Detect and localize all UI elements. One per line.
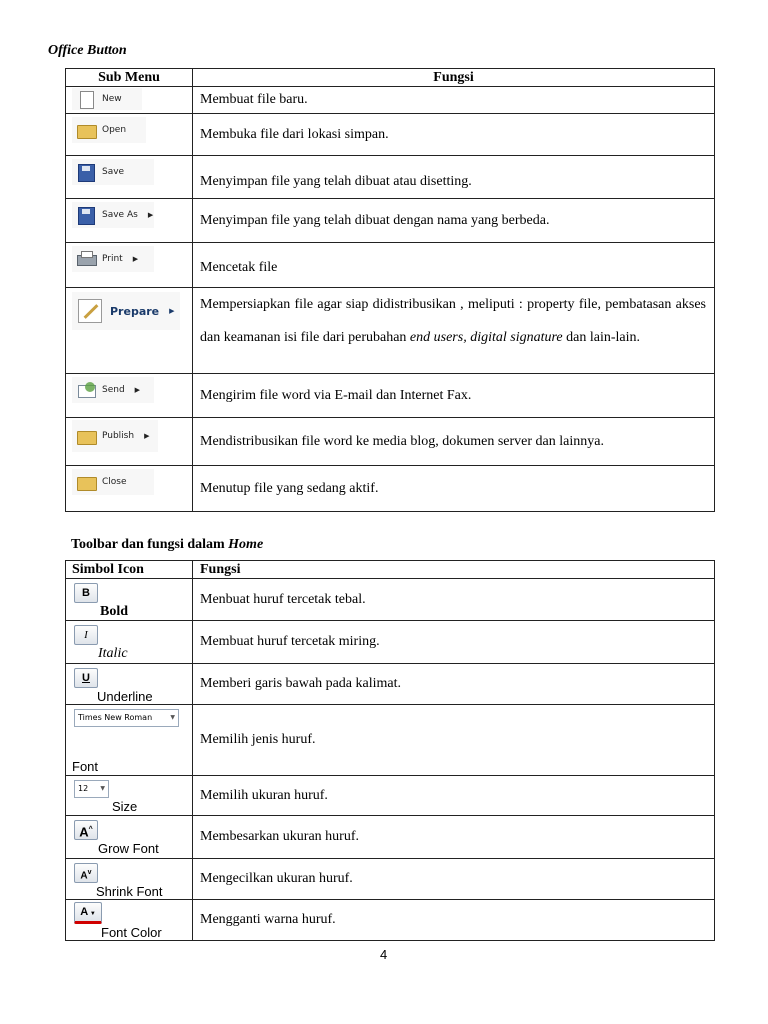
- table-header-row: [66, 561, 715, 579]
- new-menu-item: New: [72, 88, 142, 110]
- bold-icon: B: [74, 583, 98, 603]
- row-description: Mendistribusikan file word ke media blog, dokumen server dan lainnya.: [193, 418, 715, 466]
- office-button-table: [65, 68, 715, 512]
- font-color-label: Font Color: [101, 925, 162, 940]
- publish-menu-item: Publish ▶: [72, 420, 158, 452]
- table-row: [66, 705, 715, 776]
- send-menu-item: Send ▶: [72, 377, 154, 403]
- row-description: Menyimpan file yang telah dibuat dengan nama yang berbeda.: [193, 199, 715, 243]
- row-description: Mengecilkan ukuran huruf.: [193, 859, 715, 900]
- row-description: Memberi garis bawah pada kalimat.: [193, 664, 715, 705]
- italic-icon: I: [74, 625, 98, 645]
- save-menu-item: Save: [72, 159, 154, 185]
- row-description: Menyimpan file yang telah dibuat atau disetting.: [193, 156, 715, 199]
- shrink-font-icon: $A^v$: [74, 863, 98, 883]
- table-row: [66, 466, 715, 512]
- bold-label: Bold: [100, 604, 129, 619]
- font-size-combo-icon: 12 ▼: [74, 780, 109, 798]
- size-label: Size: [112, 799, 138, 814]
- table-row: [66, 114, 715, 156]
- save-as-menu-item: Save As ▶: [72, 202, 154, 228]
- header-fungsi: Fungsi: [193, 561, 715, 579]
- toolbar-home-heading: Toolbar dan fungsi dalam Home: [71, 537, 264, 552]
- header-simbol-icon: Simbol Icon: [66, 561, 193, 579]
- send-envelope-icon: [76, 381, 96, 399]
- submenu-arrow-icon: ▶: [132, 255, 139, 263]
- table-row: [66, 900, 715, 941]
- row-description: Membuka file dari lokasi simpan.: [193, 114, 715, 156]
- table-row: [66, 87, 715, 114]
- page-number: 4: [380, 947, 388, 962]
- open-folder-icon: [76, 121, 96, 139]
- open-menu-item: Open: [72, 117, 146, 143]
- row-description: Membesarkan ukuran huruf.: [193, 816, 715, 859]
- prepare-pen-icon: [76, 297, 104, 325]
- row-description: Mempersiapkan file agar siap didistribusikan , meliputi : property file, pembatasan akses dan keamanan isi file dari perubahan end users, digital signature dan lain-lain.: [193, 288, 715, 374]
- row-description: Membuat huruf tercetak miring.: [193, 621, 715, 664]
- table-header-row: [66, 69, 715, 87]
- save-as-icon: [76, 206, 96, 224]
- grow-font-label: Grow Font: [98, 841, 159, 856]
- table-row: [66, 418, 715, 466]
- table-row: [66, 816, 715, 859]
- row-description: Memilih ukuran huruf.: [193, 776, 715, 816]
- font-label: Font: [72, 759, 99, 774]
- header-fungsi: Fungsi: [193, 69, 715, 87]
- row-description: Mengganti warna huruf.: [193, 900, 715, 941]
- italic-label: Italic: [98, 646, 128, 661]
- submenu-arrow-icon: ▶: [147, 211, 154, 219]
- underline-label: Underline: [97, 689, 153, 704]
- font-name-combo-icon: Times New Roman ▼: [74, 709, 179, 727]
- table-row: [66, 374, 715, 418]
- submenu-arrow-icon: ▶: [134, 386, 141, 394]
- table-row: [66, 664, 715, 705]
- new-document-icon: [76, 90, 96, 108]
- font-color-icon: A ▼: [74, 902, 102, 924]
- table-row: [66, 243, 715, 288]
- row-description: Memilih jenis huruf.: [193, 705, 715, 776]
- office-button-heading: Office Button: [48, 43, 127, 58]
- publish-folder-icon: [76, 427, 96, 445]
- table-row: [66, 859, 715, 900]
- row-description: Mencetak file: [193, 243, 715, 288]
- table-row: [66, 579, 715, 621]
- toolbar-home-table: [65, 560, 715, 941]
- close-folder-icon: [76, 473, 96, 491]
- underline-icon: U: [74, 668, 98, 688]
- prepare-menu-item: Prepare ▶: [72, 292, 180, 330]
- table-row: [66, 199, 715, 243]
- table-row: [66, 156, 715, 199]
- save-floppy-icon: [76, 163, 96, 181]
- grow-font-icon: A^: [74, 820, 98, 840]
- row-description: Mengirim file word via E-mail dan Internet Fax.: [193, 374, 715, 418]
- table-row: [66, 776, 715, 816]
- row-description: Menbuat huruf tercetak tebal.: [193, 579, 715, 621]
- close-menu-item: Close: [72, 469, 154, 495]
- shrink-font-label: Shrink Font: [96, 884, 163, 899]
- chevron-down-icon: ▼: [100, 785, 105, 792]
- table-row: [66, 288, 715, 374]
- submenu-arrow-icon: ▶: [144, 432, 150, 440]
- submenu-arrow-icon: ▶: [169, 307, 175, 315]
- row-description: Membuat file baru.: [193, 87, 715, 114]
- table-row: [66, 621, 715, 664]
- header-sub-menu: Sub Menu: [66, 69, 193, 87]
- row-description: Menutup file yang sedang aktif.: [193, 466, 715, 512]
- print-menu-item: Print ▶: [72, 246, 154, 272]
- printer-icon: [76, 250, 96, 268]
- chevron-down-icon: ▼: [170, 714, 175, 721]
